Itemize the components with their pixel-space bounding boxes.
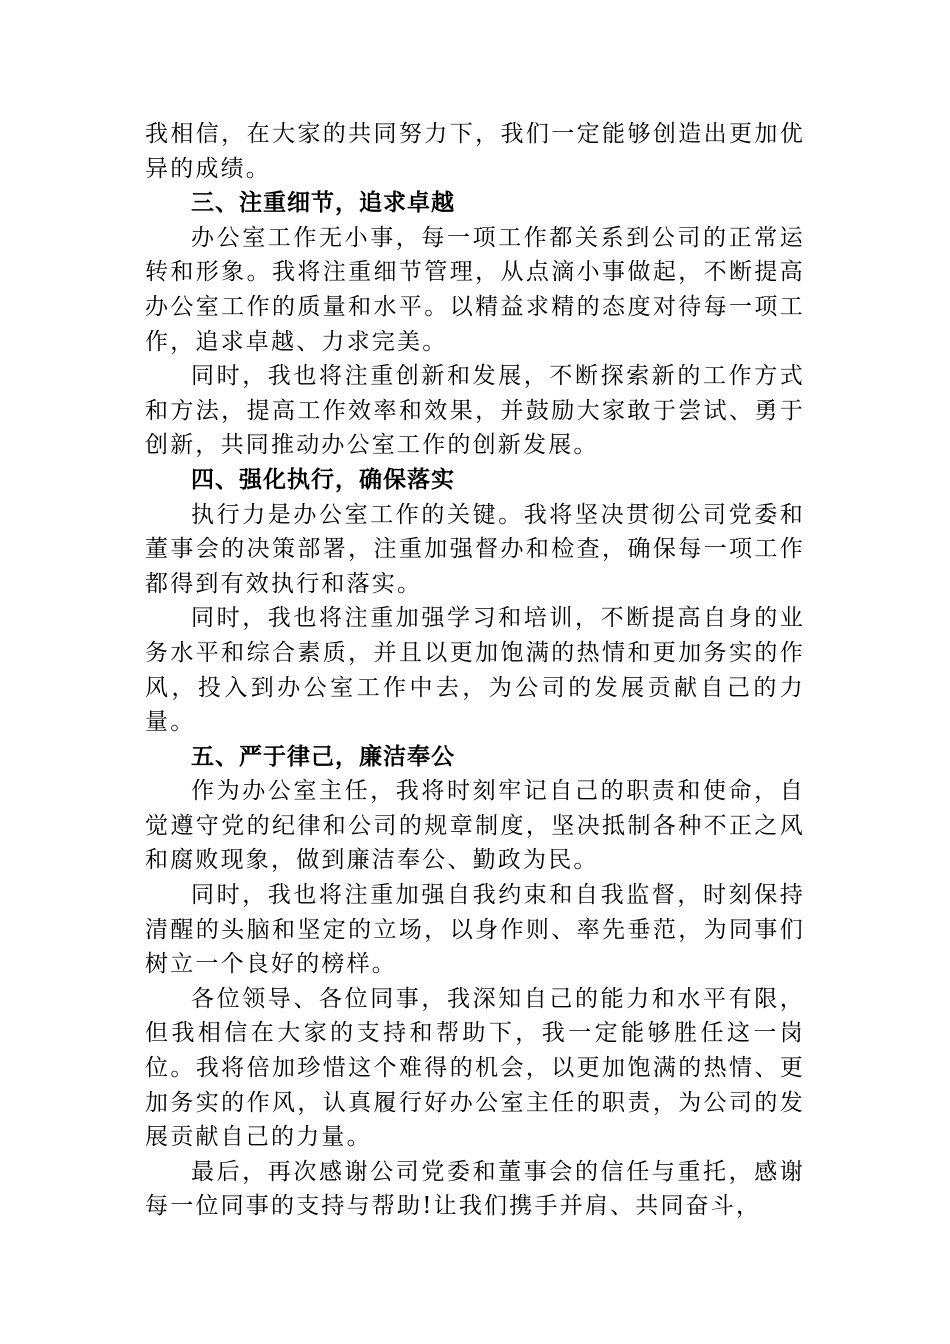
- paragraph-continuation: 我相信，在大家的共同努力下，我们一定能够创造出更加优异的成绩。: [145, 121, 805, 182]
- paragraph: 最后，再次感谢公司党委和董事会的信任与重托，感谢每一位同事的支持与帮助!让我们携手并肩、共同奋斗，: [145, 1158, 805, 1220]
- paragraph: 作为办公室主任，我将时刻牢记自己的职责和使命，自觉遵守党的纪律和公司的规章制度，坚决抵制各种不正之风和腐败现象，做到廉洁奉公、勤政为民。: [145, 778, 805, 874]
- paragraph: 同时，我也将注重加强自我约束和自我监督，时刻保持清醒的头脑和坚定的立场，以身作则、率先垂范，为同事们树立一个良好的榜样。: [145, 882, 805, 978]
- document-page: [145, 117, 805, 1224]
- paragraph: 执行力是办公室工作的关键。我将坚决贯彻公司党委和董事会的决策部署，注重加强督办和检查，确保每一项工作都得到有效执行和落实。: [145, 501, 805, 597]
- paragraph: 办公室工作无小事，每一项工作都关系到公司的正常运转和形象。我将注重细节管理，从点滴小事做起，不断提高办公室工作的质量和水平。以精益求精的态度对待每一项工作，追求卓越、力求完美。: [145, 224, 805, 355]
- paragraph: 同时，我也将注重加强学习和培训，不断提高自身的业务水平和综合素质，并且以更加饱满的热情和更加务实的作风，投入到办公室工作中去，为公司的发展贡献自己的力量。: [145, 605, 805, 736]
- section-heading-3: 三、注重细节，追求卓越: [191, 190, 455, 217]
- section-heading-5: 五、严于律己，廉洁奉公: [191, 743, 455, 770]
- section-heading-4: 四、强化执行，确保落实: [191, 466, 455, 493]
- paragraph: 同时，我也将注重创新和发展，不断探索新的工作方式和方法，提高工作效率和效果，并鼓励大家敢于尝试、勇于创新，共同推动办公室工作的创新发展。: [145, 363, 805, 459]
- paragraph: 各位领导、各位同事，我深知自己的能力和水平有限，但我相信在大家的支持和帮助下，我一定能够胜任这一岗位。我将倍加珍惜这个难得的机会，以更加饱满的热情、更加务实的作风，认真履行好办公室主任的职责，为公司的发展贡献自己的力量。: [145, 985, 805, 1151]
